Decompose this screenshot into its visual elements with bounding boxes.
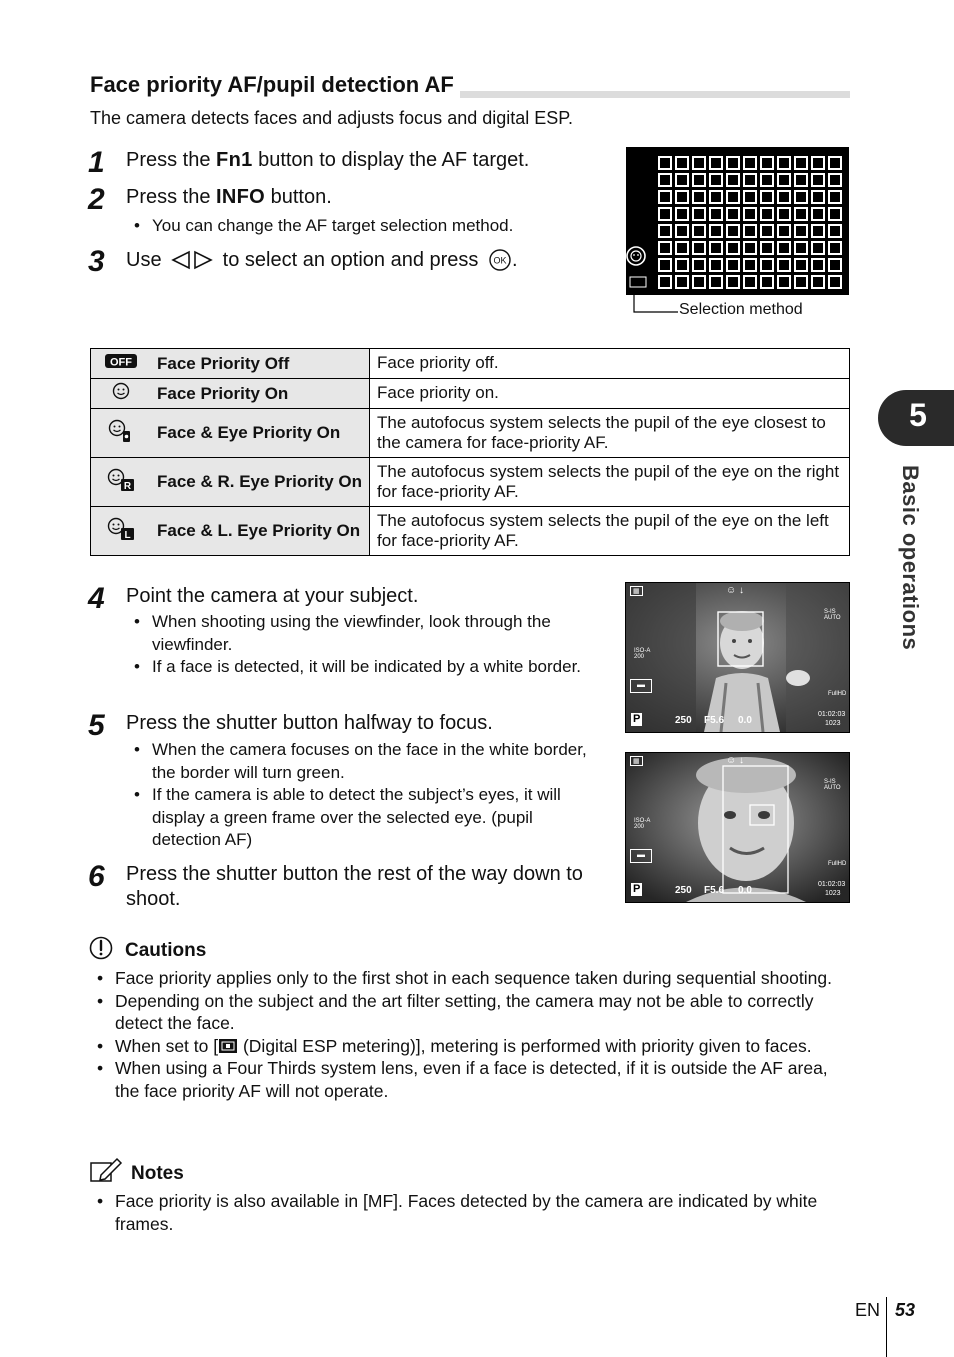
step-2-bullets (126, 215, 596, 238)
step-4-text: Point the camera at your subject. (126, 585, 419, 607)
step-2-post: button. (265, 186, 332, 208)
step-3-text (126, 248, 518, 272)
selection-method-caption: Selection method (679, 301, 803, 318)
face-priority-options-table (90, 348, 850, 556)
table-row (91, 409, 850, 458)
hud-face-icon: ☺ ↓ (726, 755, 744, 766)
notes-pencil-icon (89, 1157, 123, 1185)
face-detected-photo (625, 582, 850, 733)
hud-quality: FullHD (828, 691, 847, 697)
table-row (91, 379, 850, 409)
step-3-pre: Use (126, 248, 168, 271)
hud-mode: P (633, 713, 641, 725)
hud-mode: P (633, 883, 641, 895)
hud-aperture: F5.6 (704, 715, 725, 726)
hud-shutter: 250 (675, 715, 692, 726)
svg-text:L: L (123, 529, 131, 541)
info-key-label: INFO (216, 186, 266, 208)
footer-language: EN (855, 1300, 881, 1320)
option-label: Face & R. Eye Priority On (150, 458, 370, 507)
step-1-number: 1 (88, 146, 105, 179)
option-icon-cell (91, 409, 151, 458)
cautions-list (89, 967, 854, 1102)
step-2-bullet: • You can change the AF target selection method. (126, 215, 596, 238)
table-row (91, 458, 850, 507)
hud-exposure: 0.0 (738, 715, 752, 726)
step-1-post: button to display the AF target. (252, 149, 530, 171)
caution-item: • When using a Four Thirds system lens, even if a face is detected, if it is outside the AF area, the face priority AF will not operate. (89, 1057, 854, 1102)
caution-item: • Depending on the subject and the art filter setting, the camera may not be able to correctly detect the face. (89, 990, 854, 1035)
option-label: Face & Eye Priority On (150, 409, 370, 458)
hud-iso: ISO-A 200 (634, 818, 651, 830)
step-3-number: 3 (88, 245, 105, 278)
af-target-screen (626, 147, 849, 295)
section-title: Face priority AF/pupil detection AF (90, 72, 460, 98)
step-5-bullets (126, 739, 601, 852)
pupil-detected-photo (625, 752, 850, 903)
option-description: The autofocus system selects the pupil of the eye on the left for face-priority AF. (370, 507, 850, 556)
option-icon-cell (91, 379, 151, 409)
step-4-number: 4 (88, 582, 105, 615)
option-description: The autofocus system selects the pupil of the eye closest to the camera for face-priority AF. (370, 409, 850, 458)
step-2-text (126, 186, 332, 209)
notes-heading: Notes (131, 1163, 184, 1184)
hud-wb: S-IS AUTO (824, 779, 841, 791)
caution-item: • Face priority applies only to the first shot in each sequence taken during sequential shooting. (89, 967, 854, 990)
af-target-grid (658, 156, 842, 289)
step-4-bullet: • When shooting using the viewfinder, look through the viewfinder. (126, 611, 601, 656)
hud-aperture: F5.6 (704, 885, 725, 896)
face-right-eye-priority-icon (106, 467, 136, 493)
svg-text:OK: OK (493, 255, 507, 266)
step-6-text: Press the shutter button the rest of the way down to shoot. (126, 863, 583, 910)
cautions-heading: Cautions (125, 940, 207, 961)
ok-button-icon (488, 248, 512, 272)
step-2-number: 2 (88, 183, 105, 216)
step-2-pre: Press the (126, 186, 217, 208)
option-label: Face Priority On (150, 379, 370, 409)
table-row (91, 507, 850, 556)
hud-shots: 1023 (825, 890, 841, 897)
note-item: • Face priority is also available in [MF]. Faces detected by the camera are indicated by white frames. (89, 1190, 849, 1235)
option-description: The autofocus system selects the pupil of the eye on the right for face-priority AF. (370, 458, 850, 507)
step-4-bullets (126, 611, 601, 679)
step-5-bullet: • If the camera is able to detect the subject’s eyes, it will display a green frame over the selected eye. (pupil detection AF) (126, 784, 601, 852)
option-icon-cell (91, 349, 151, 379)
option-description: Face priority off. (370, 349, 850, 379)
page-number: 53 (895, 1300, 916, 1320)
digital-esp-metering-icon (218, 1038, 238, 1054)
notes-list (89, 1190, 849, 1235)
face-priority-off-icon (104, 352, 138, 370)
hud-metering-icon: ▦ (630, 756, 643, 766)
chapter-number: 5 (909, 397, 927, 433)
hud-shutter: 250 (675, 885, 692, 896)
hud-time: 01:02:03 (818, 711, 846, 718)
step-4-bullet: • If a face is detected, it will be indicated by a white border. (126, 656, 601, 679)
table-row (91, 349, 850, 379)
step-5-text: Press the shutter button halfway to focus. (126, 712, 493, 734)
hud-iso: ISO-A 200 (634, 648, 651, 660)
step-3-end: . (511, 248, 518, 271)
footer-divider (886, 1297, 887, 1357)
option-label: Face & L. Eye Priority On (150, 507, 370, 556)
step-1-pre: Press the (126, 149, 217, 171)
option-description: Face priority on. (370, 379, 850, 409)
hud-metering-icon: ▦ (630, 586, 643, 596)
caution-item (89, 1035, 854, 1058)
caution-item-start: When set to [ (115, 1035, 219, 1056)
face-eye-priority-icon (107, 418, 135, 444)
step-5-number: 5 (88, 709, 105, 742)
hud-drive-icon: ▬ (630, 679, 652, 693)
selection-method-leader (630, 288, 682, 318)
step-3-post: to select an option and press (217, 248, 484, 271)
face-left-eye-priority-icon (106, 516, 136, 542)
hud-face-icon: ☺ ↓ (726, 585, 744, 596)
hud-shots: 1023 (825, 720, 841, 727)
caution-icon (89, 936, 113, 960)
hud-drive-icon: ▬ (630, 849, 652, 863)
svg-text:OFF: OFF (109, 356, 132, 369)
svg-text:R: R (123, 480, 131, 492)
hud-time: 01:02:03 (818, 881, 846, 888)
hud-exposure: 0.0 (738, 885, 752, 896)
caution-item-rest: (Digital ESP metering)], metering is performed with priority given to faces. (238, 1035, 812, 1056)
step-1-text (126, 149, 529, 172)
fn1-key-label: Fn1 (216, 149, 253, 171)
child-portrait-image (626, 583, 849, 732)
hud-quality: FullHD (828, 861, 847, 867)
option-icon-cell (91, 458, 151, 507)
face-priority-on-icon (111, 381, 131, 401)
child-closeup-image (626, 753, 849, 902)
intro-text: The camera detects faces and adjusts focus and digital ESP. (90, 108, 573, 128)
chapter-label: Basic operations (898, 465, 923, 651)
option-icon-cell (91, 507, 151, 556)
left-right-arrows-icon (171, 250, 213, 270)
step-6-number: 6 (88, 860, 105, 893)
option-label: Face Priority Off (150, 349, 370, 379)
selection-method-icon (626, 242, 650, 292)
step-5-bullet: • When the camera focuses on the face in the white border, the border will turn green. (126, 739, 601, 784)
hud-wb: S-IS AUTO (824, 609, 841, 621)
